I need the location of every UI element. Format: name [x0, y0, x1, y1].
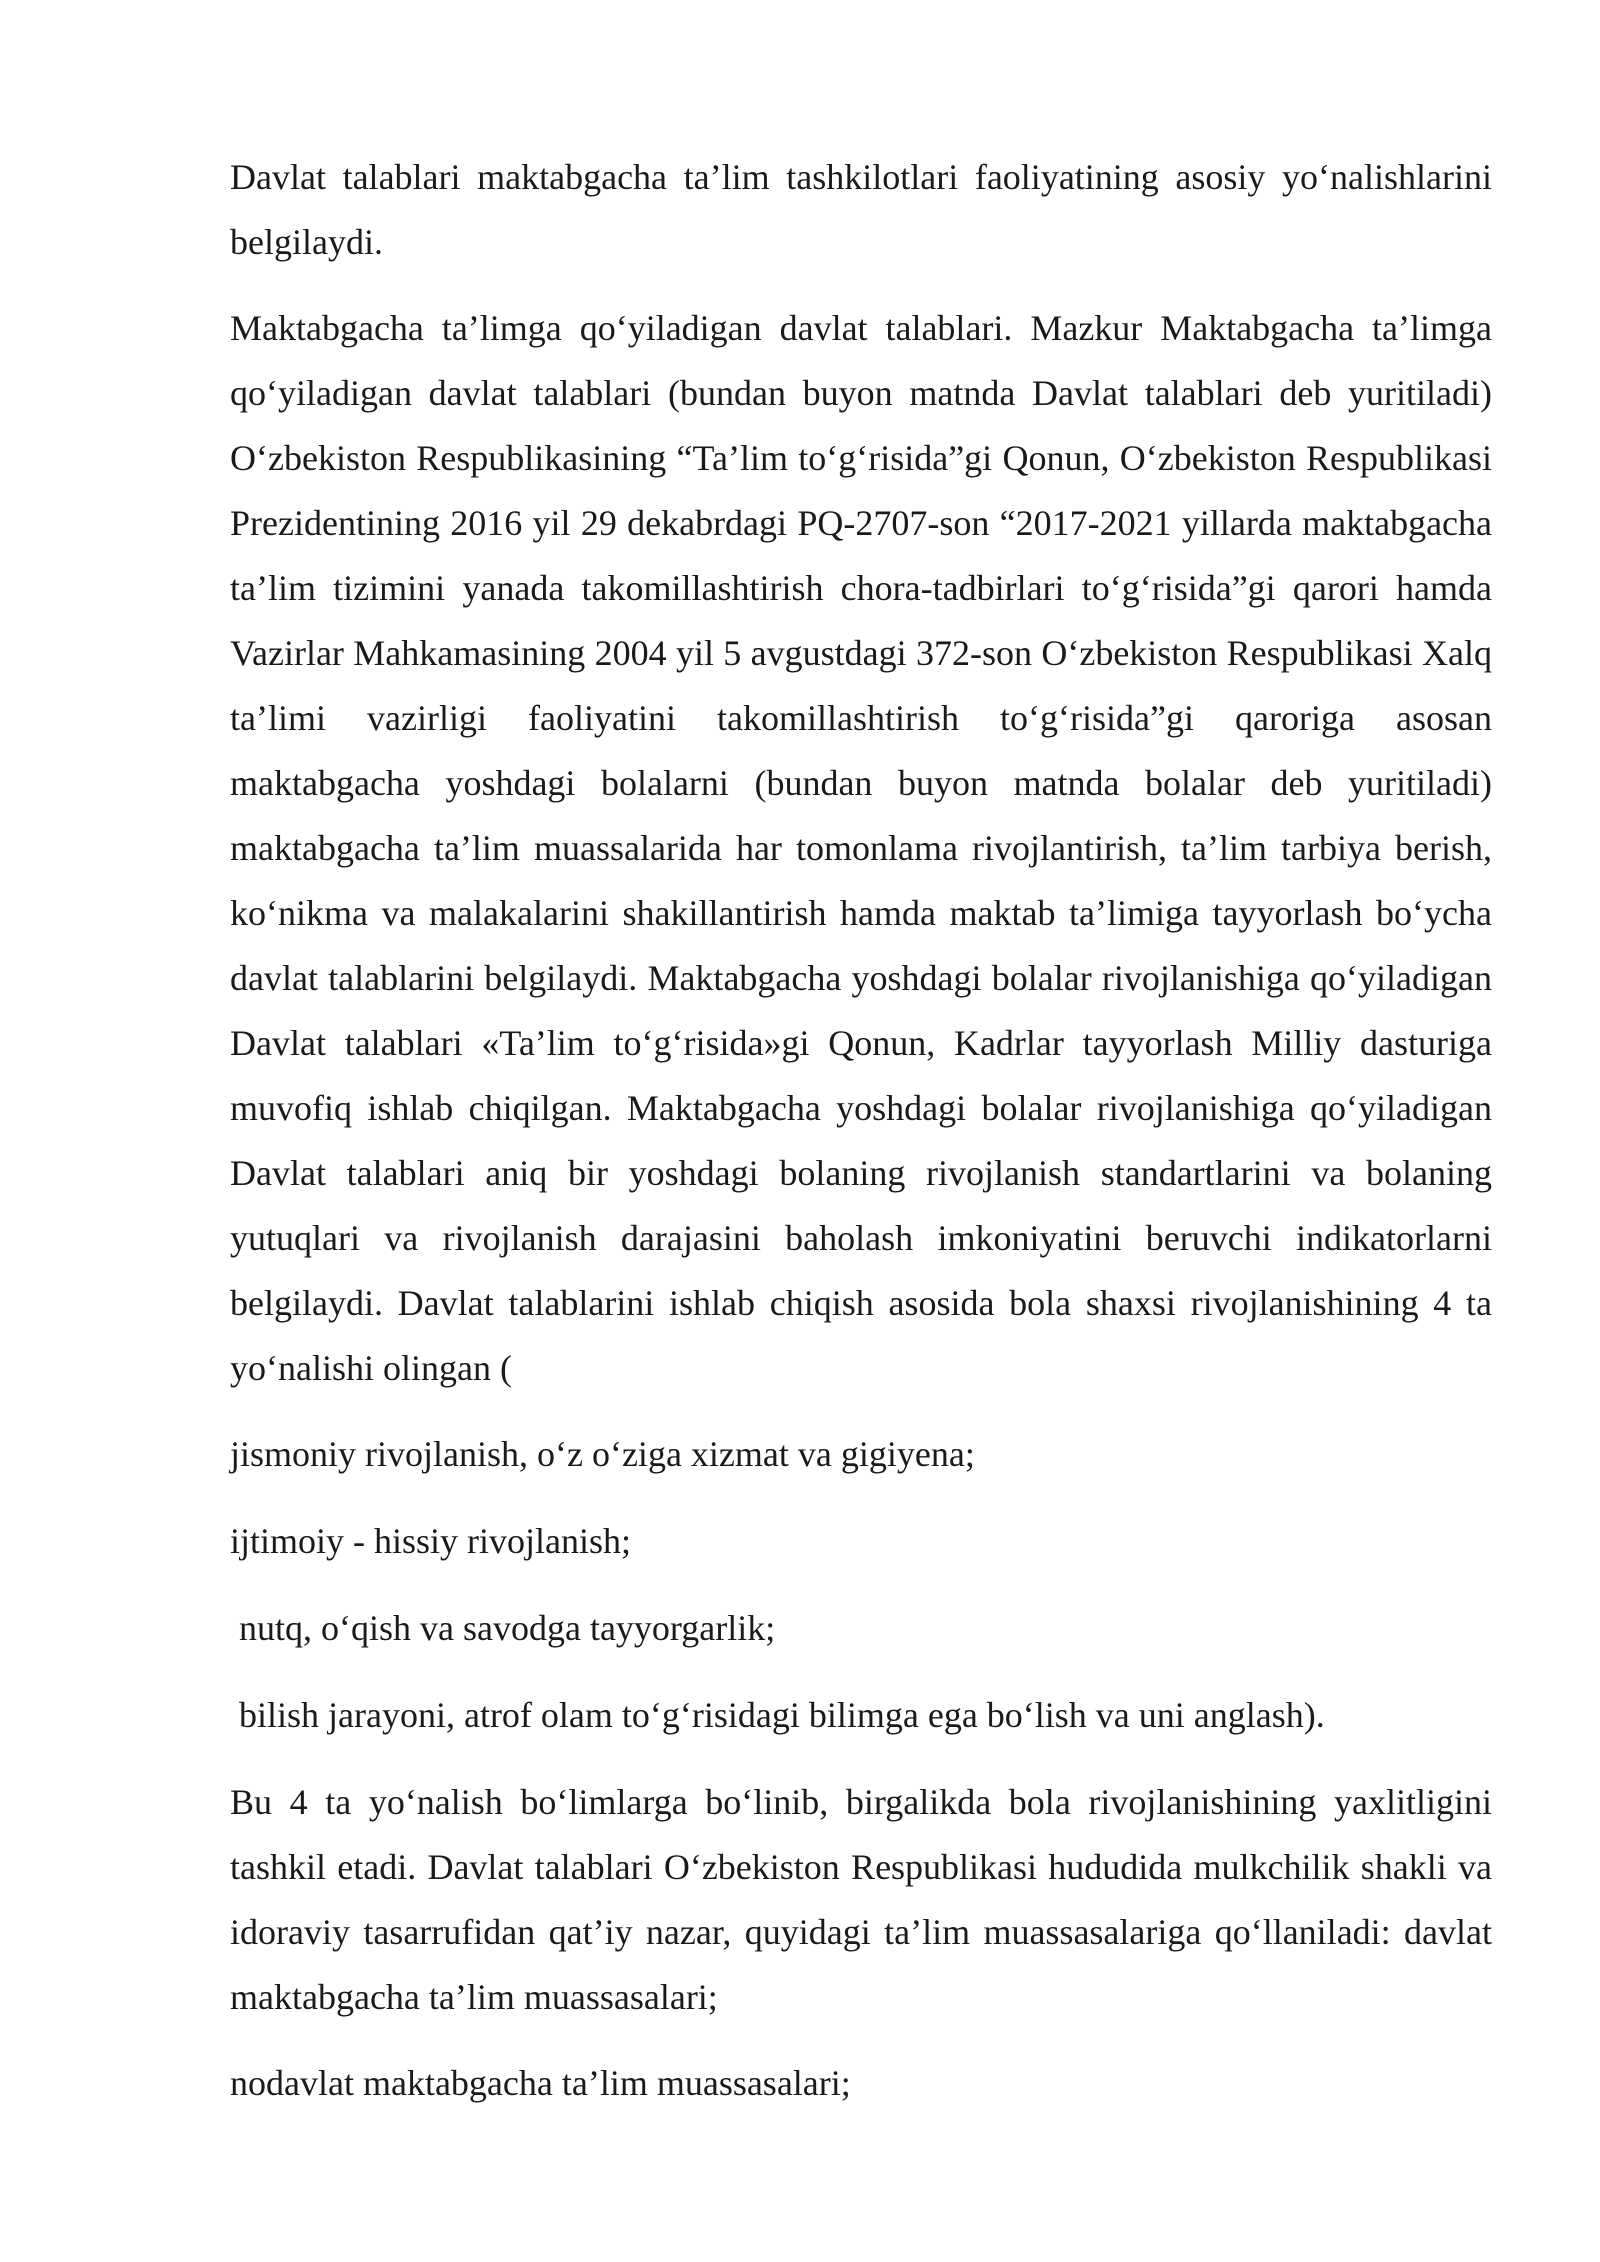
institution-item-nonstate: nodavlat maktabgacha ta’lim muassasalari;	[230, 2063, 851, 2103]
paragraph-intro: Davlat talablari maktabgacha ta’lim tashkilotlari faoliyatining asosiy yo‘nalishlarini belgilaydi.	[230, 157, 1492, 262]
direction-item-speech-literacy: nutq, o‘qish va savodga tayyorgarlik;	[230, 1608, 776, 1648]
direction-item-social-emotional: ijtimoiy - hissiy rivojlanish;	[230, 1521, 632, 1561]
paragraph-scope: Bu 4 ta yo‘nalish bo‘limlarga bo‘linib, birgalikda bola rivojlanishining yaxlitligini tashkil etadi. Davlat talablari O‘zbekiston Respublikasi hududida mulkchilik shakli va idoraviy tasarrufidan qat’iy nazar, quyidagi ta’lim muassasalariga qo‘llaniladi: davlat maktabgacha ta’lim muassasalari;	[230, 1782, 1492, 2017]
paragraph-state-requirements: Maktabgacha ta’limga qo‘yiladigan davlat talablari. Mazkur Maktabgacha ta’limga qo‘yiladigan davlat talablari (bundan buyon matnda Davlat talablari deb yuritiladi) O‘zbekiston Respublikasining “Ta’lim to‘g‘risida”gi Qonun, O‘zbekiston Respublikasi Prezidentining 2016 yil 29 dekabrdagi PQ-2707-son “2017-2021 yillarda maktabgacha ta’lim tizimini yanada takomillashtirish chora-tadbirlari to‘g‘risida”gi qarori hamda Vazirlar Mahkamasining 2004 yil 5 avgustdagi 372-son O‘zbekiston Respublikasi Xalq ta’limi vazirligi faoliyatini takomillashtirish to‘g‘risida”gi qaroriga asosan maktabgacha yoshdagi bolalarni (bundan buyon matnda bolalar deb yuritiladi) maktabgacha ta’lim muassalarida har tomonlama rivojlantirish, ta’lim tarbiya berish, ko‘nikma va malakalarini shakillantirish hamda maktab ta’limiga tayyorlash bo‘ycha davlat talablarini belgilaydi. Maktabgacha yoshdagi bolalar rivojlanishiga qo‘yiladigan Davlat talablari «Ta’lim to‘g‘risida»gi Qonun, Kadrlar tayyorlash Milliy dasturiga muvofiq ishlab chiqilgan. Maktabgacha yoshdagi bolalar rivojlanishiga qo‘yiladigan Davlat talablari aniq bir yoshdagi bolaning rivojlanish standartlarini va bolaning yutuqlari va rivojlanish darajasini baholash imkoniyatini beruvchi indikatorlarni belgilaydi. Davlat talablarini ishlab chiqish asosida bola shaxsi rivojlanishining 4 ta yo‘nalishi olingan (	[230, 308, 1492, 1388]
document-body	[230, 145, 1492, 2138]
direction-item-cognition: bilish jarayoni, atrof olam to‘g‘risidagi bilimga ega bo‘lish va uni anglash).	[230, 1695, 1325, 1735]
direction-item-physical: jismoniy rivojlanish, o‘z o‘ziga xizmat va gigiyena;	[230, 1434, 975, 1474]
